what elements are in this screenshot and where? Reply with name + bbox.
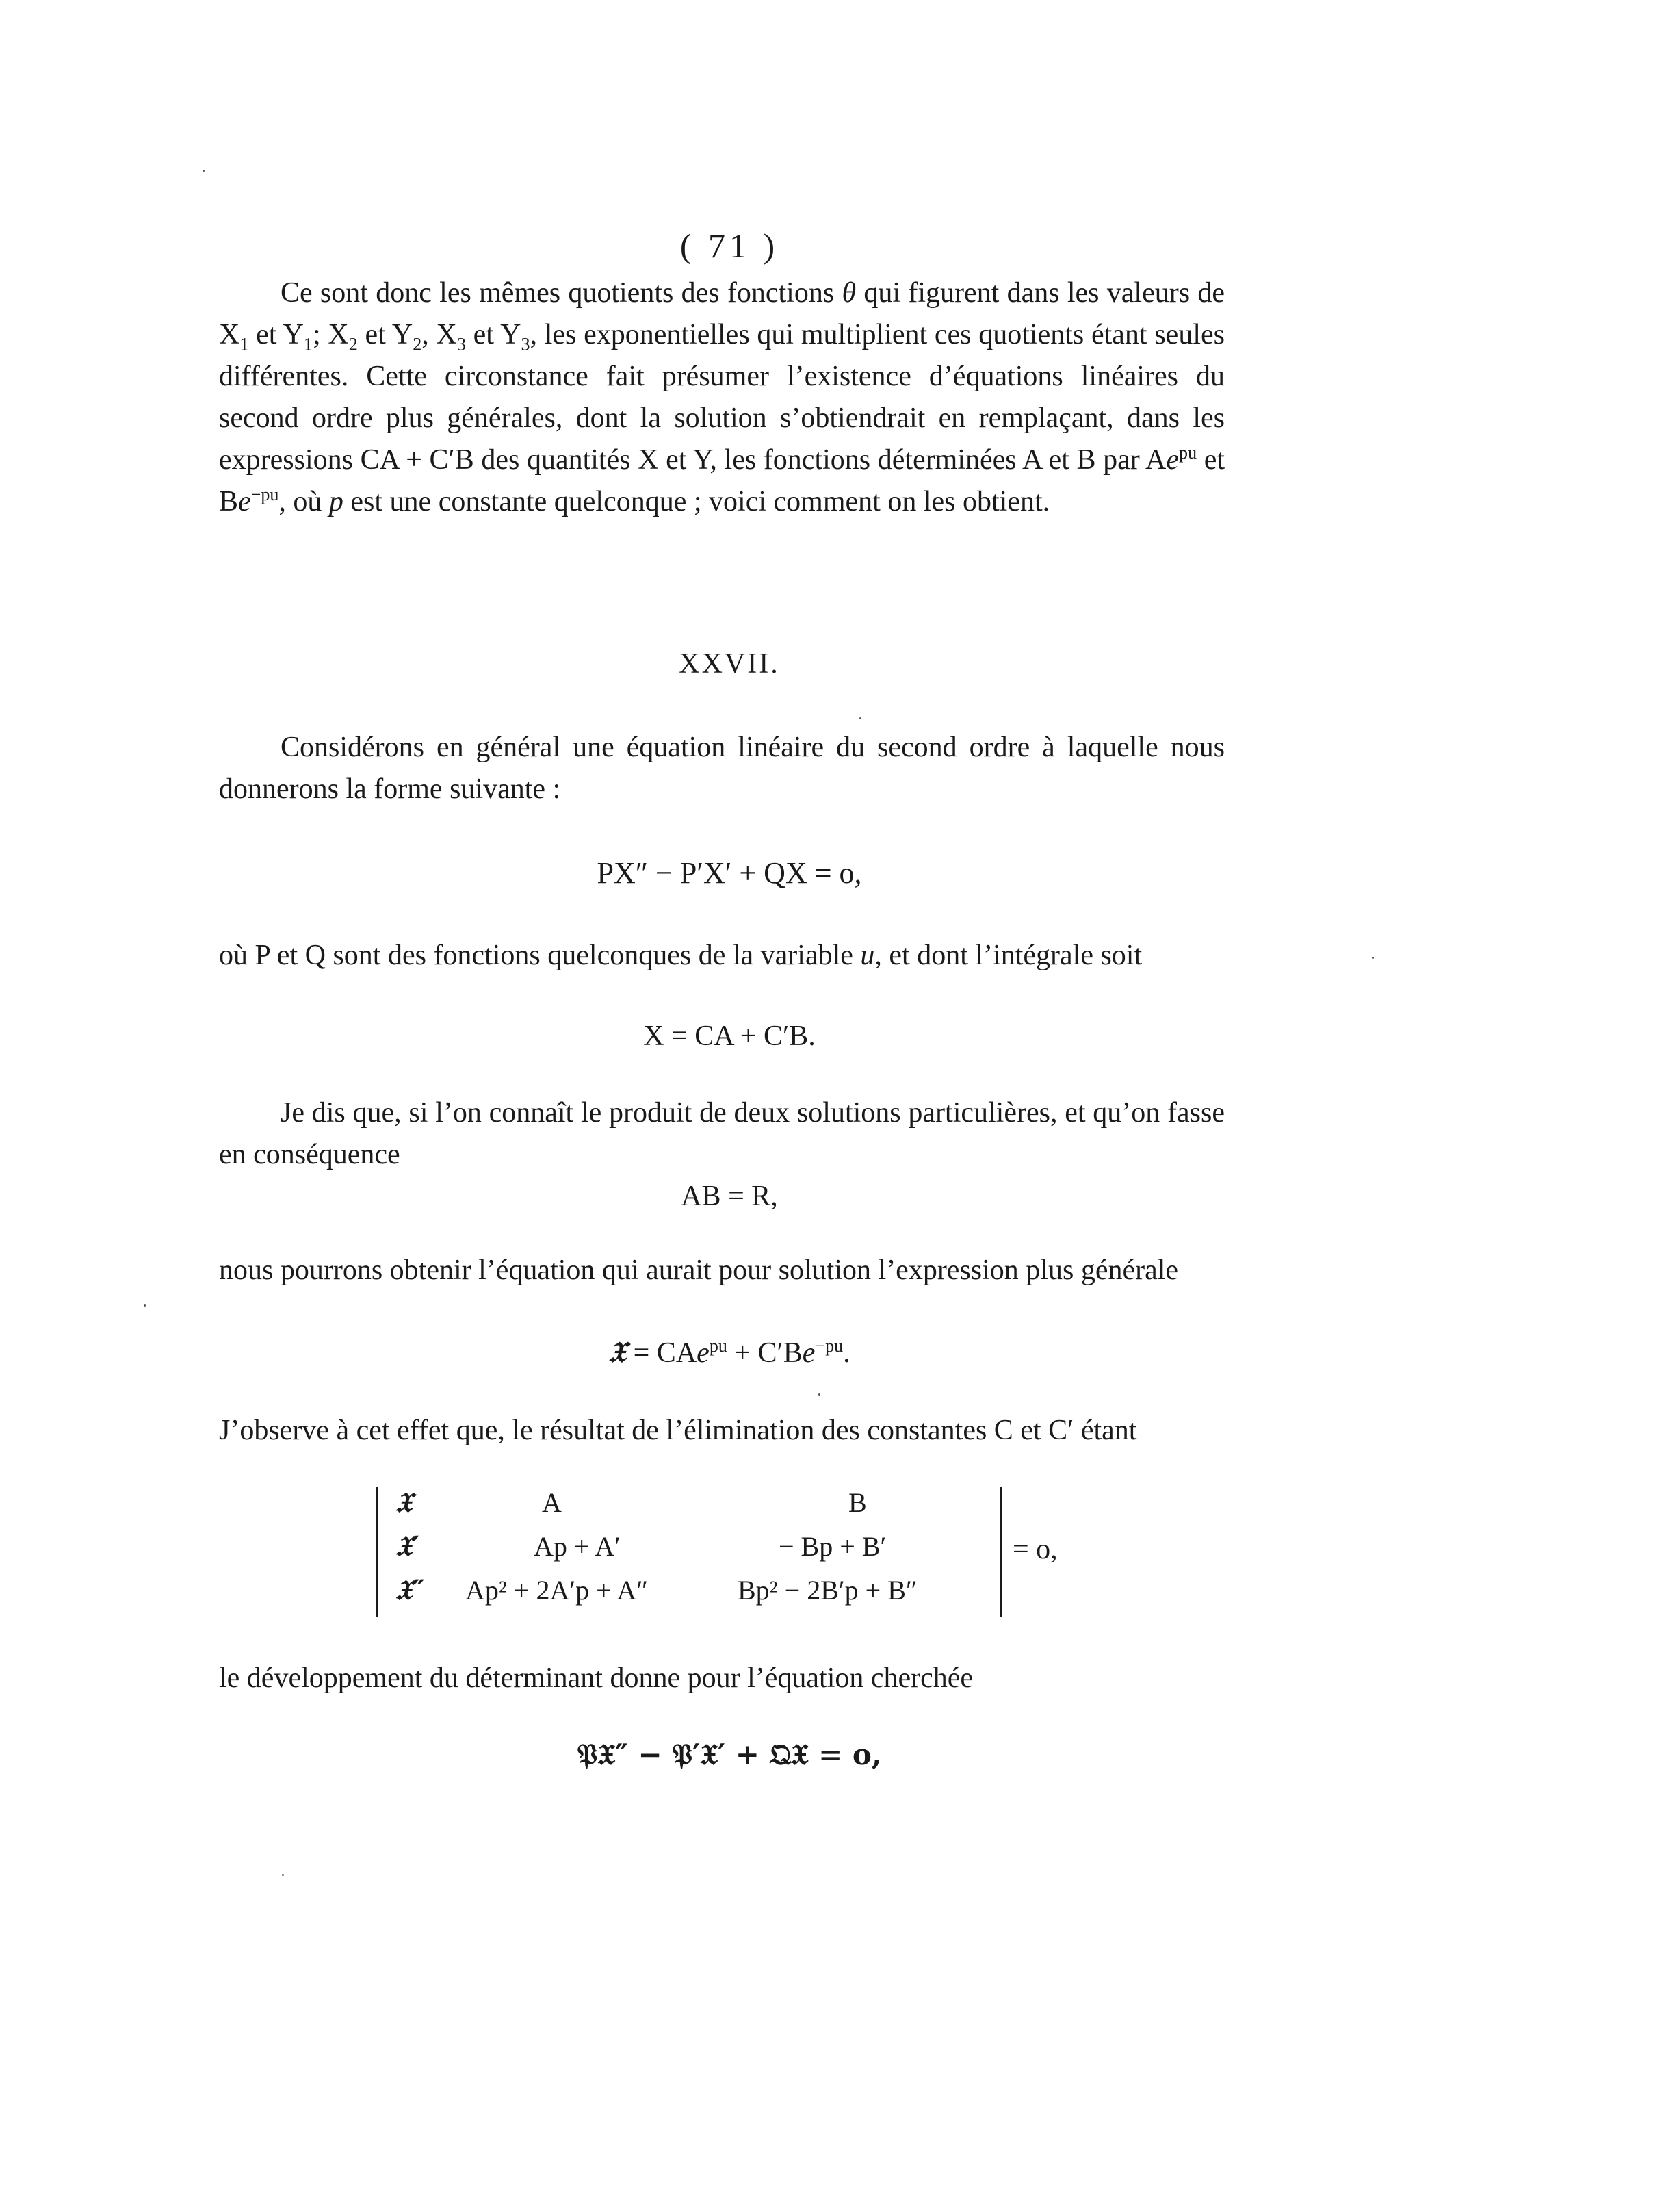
p1-text-6: , X (421, 319, 457, 350)
p1-e-1: e (1166, 444, 1180, 476)
equation-5: 𝔓𝔛″ − 𝔓′𝔛′ + 𝔔𝔛 = o, (577, 1738, 882, 1771)
sub-3b: 3 (521, 334, 530, 355)
paragraph-5 (219, 1250, 1225, 1291)
paragraph-4 (219, 1092, 1225, 1176)
p1-text-2: qui figurent dans les valeurs de X (219, 277, 1225, 350)
det-r3c2: Ap² + 2A′p + A″ (465, 1575, 648, 1606)
eq4-exp-pu: pu (709, 1336, 727, 1356)
equation-3: AB = R, (681, 1181, 778, 1212)
eq4-text-1: = CA (626, 1337, 697, 1369)
eq4-e-1: e (697, 1337, 710, 1369)
det-r1c1: 𝔛 (395, 1487, 413, 1519)
det-r3c1: 𝔛″ (395, 1574, 425, 1606)
p1-text-10: , où (278, 486, 329, 517)
det-r2c3: − Bp + B′ (779, 1531, 887, 1562)
det-r2c2: Ap + A′ (534, 1531, 621, 1562)
eq4-text-3: . (843, 1337, 850, 1369)
sub-2b: 2 (413, 334, 422, 355)
p1-text-1: Ce sont donc les mêmes quotients des fonctions (281, 277, 842, 309)
scan-speck (203, 170, 205, 172)
determinant-equals: = o, (1013, 1534, 1058, 1565)
p1-e-2: e (238, 486, 251, 517)
p1-text-3: et Y (248, 319, 304, 350)
eq4-text-2: + C′B (727, 1337, 803, 1369)
determinant (376, 1487, 1002, 1617)
p1-text-5: et Y (357, 319, 413, 350)
p1-text-4: ; X (312, 319, 349, 350)
scan-speck (282, 1874, 284, 1876)
paragraph-2 (219, 727, 1225, 810)
section-heading: XXVII. (679, 648, 780, 680)
paragraph-6 (219, 1410, 1225, 1452)
p6-text: J’observe à cet effet que, le résultat de l’élimination des constantes C et C′ étant (219, 1415, 1137, 1446)
p3-text-2: , et dont l’intégrale soit (874, 940, 1143, 971)
p1-p-var: p (328, 486, 343, 517)
sub-3a: 3 (456, 334, 466, 355)
p3-u-var: u (860, 940, 875, 971)
det-r2c1: 𝔛′ (395, 1530, 420, 1562)
page-number: ( 71 ) (679, 227, 779, 265)
paragraph-1 (219, 272, 1225, 523)
det-r3c3: Bp² − 2B′p + B″ (738, 1575, 918, 1606)
paragraph-3 (219, 935, 1225, 977)
p2-text: Considérons en général une équation linéaire du second ordre à laquelle nous donnerons la forme suivante : (219, 732, 1225, 805)
paragraph-7 (219, 1658, 1225, 1699)
p1-text-9: et B (219, 444, 1225, 517)
scan-speck (859, 717, 861, 719)
p1-text-11: est une constante quelconque ; voici comment on les obtient. (343, 486, 1050, 517)
p1-exp-mpu: −pu (250, 485, 279, 504)
sub-2a: 2 (348, 334, 358, 355)
scan-speck (1372, 957, 1374, 959)
equation-1: PX″ − P′X′ + QX = o, (597, 856, 862, 890)
scan-speck (818, 1393, 820, 1396)
eq4-exp-mpu: −pu (815, 1336, 844, 1356)
p1-exp-pu: pu (1179, 443, 1197, 463)
p5-text: nous pourrons obtenir l’équation qui aurait pour solution l’expression plus générale (219, 1255, 1179, 1286)
p3-text-1: où P et Q sont des fonctions quelconques de la variable (219, 940, 861, 971)
p1-text-7: et Y (465, 319, 521, 350)
equation-4 (0, 1332, 1459, 1374)
p4-text: Je dis que, si l’on connaît le produit de deux solutions particulières, et qu’on fasse en conséquence (219, 1097, 1225, 1170)
det-r1c3: B (848, 1487, 867, 1518)
theta-symbol: θ (842, 277, 857, 309)
p1-text-8: , les exponentielles qui multiplient ces quotients étant seules différentes. Cette circonstance fait présumer l’existence d’équations linéaires du second ordre plus générales, dont la solution s’obtiendrait en remplaçant, dans les expressions CA + C′B des quantités X et Y, les fonctions déterminées A et B par A (219, 319, 1225, 476)
sub-1b: 1 (303, 334, 313, 355)
scan-speck (144, 1304, 146, 1307)
eq4-lhs: 𝔛 (608, 1335, 627, 1369)
p7-text: le développement du déterminant donne pour l’équation cherchée (219, 1662, 974, 1694)
eq4-e-2: e (802, 1337, 816, 1369)
determinant-right-bar (1000, 1487, 1002, 1617)
determinant-left-bar (376, 1487, 378, 1617)
equation-2: X = CA + C′B. (643, 1020, 816, 1052)
sub-1a: 1 (239, 334, 249, 355)
det-r1c2: A (542, 1487, 562, 1518)
